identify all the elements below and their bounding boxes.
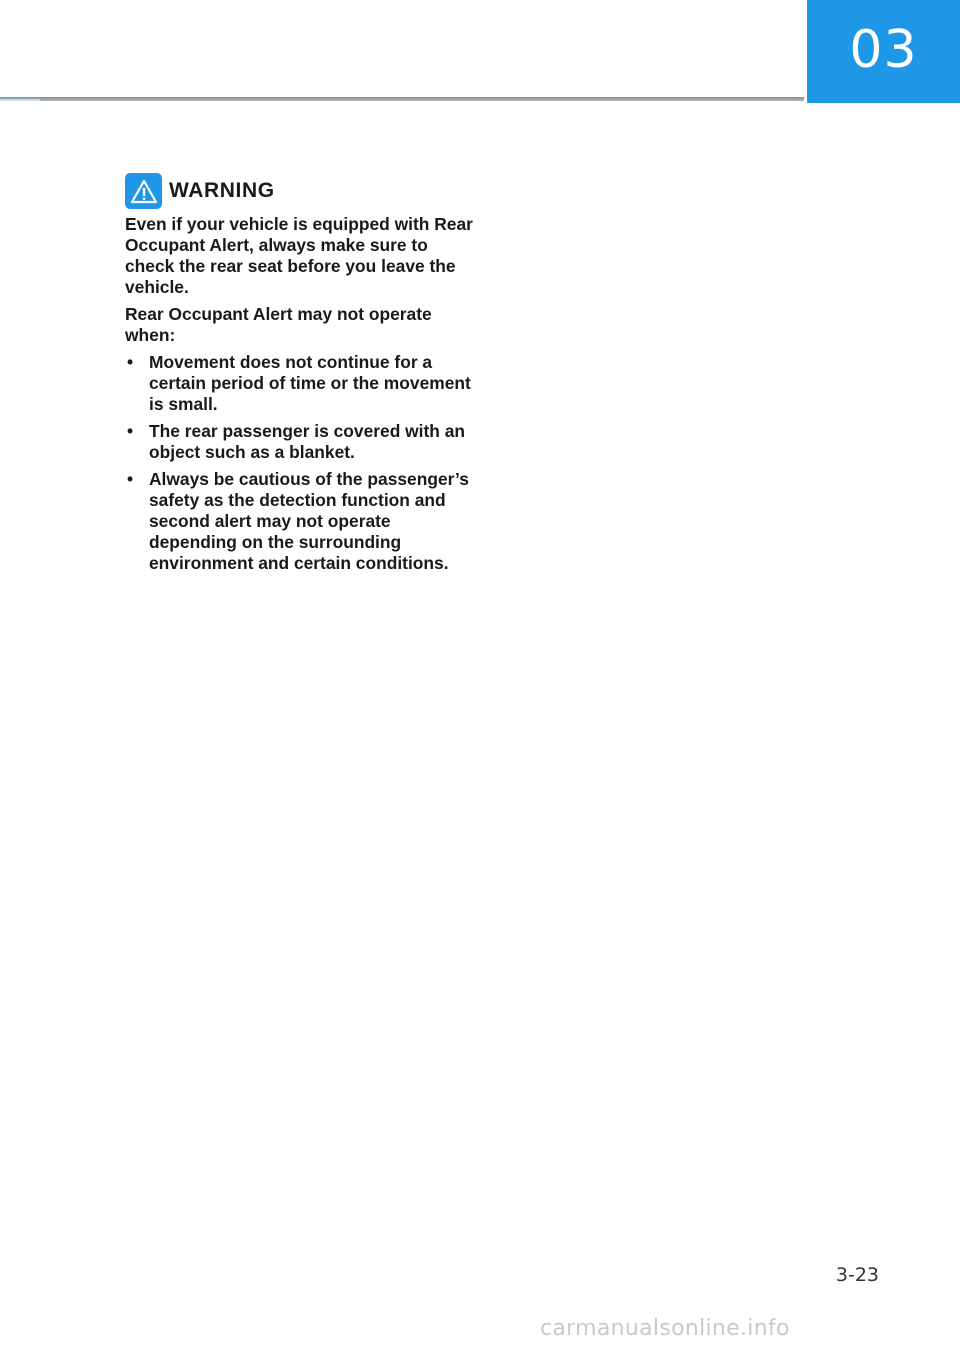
warning-title: WARNING: [169, 179, 275, 202]
list-item: [125, 352, 480, 415]
warning-section: [125, 172, 480, 580]
header-rule: [0, 97, 804, 101]
bullet-text: Always be cautious of the passenger’s safety as the detection function and second alert may not operate depending on the surrounding environment and certain conditions.: [149, 469, 469, 573]
list-item: [125, 469, 480, 574]
chapter-tab: [807, 0, 960, 103]
bullet-text: Movement does not continue for a certain period of time or the movement is small.: [149, 352, 471, 414]
chapter-number: 03: [849, 19, 918, 80]
list-item: [125, 421, 480, 463]
warning-paragraph: Even if your vehicle is equipped with Rear Occupant Alert, always make sure to check the rear seat before you leave the vehicle.: [125, 214, 473, 297]
watermark: carmanualsonline.info: [540, 1316, 790, 1341]
header-rule-accent: [0, 99, 40, 101]
warning-bullet-list: [125, 352, 480, 574]
warning-paragraph: Rear Occupant Alert may not operate when:: [125, 304, 432, 345]
page-number: 3-23: [835, 1264, 879, 1286]
bullet-text: The rear passenger is covered with an object such as a blanket.: [149, 421, 466, 462]
bullet-dot: •: [127, 352, 134, 372]
bullet-dot: •: [127, 469, 134, 489]
bullet-dot: •: [127, 421, 134, 441]
warning-triangle-icon: [125, 173, 162, 209]
warning-header: [125, 172, 480, 210]
